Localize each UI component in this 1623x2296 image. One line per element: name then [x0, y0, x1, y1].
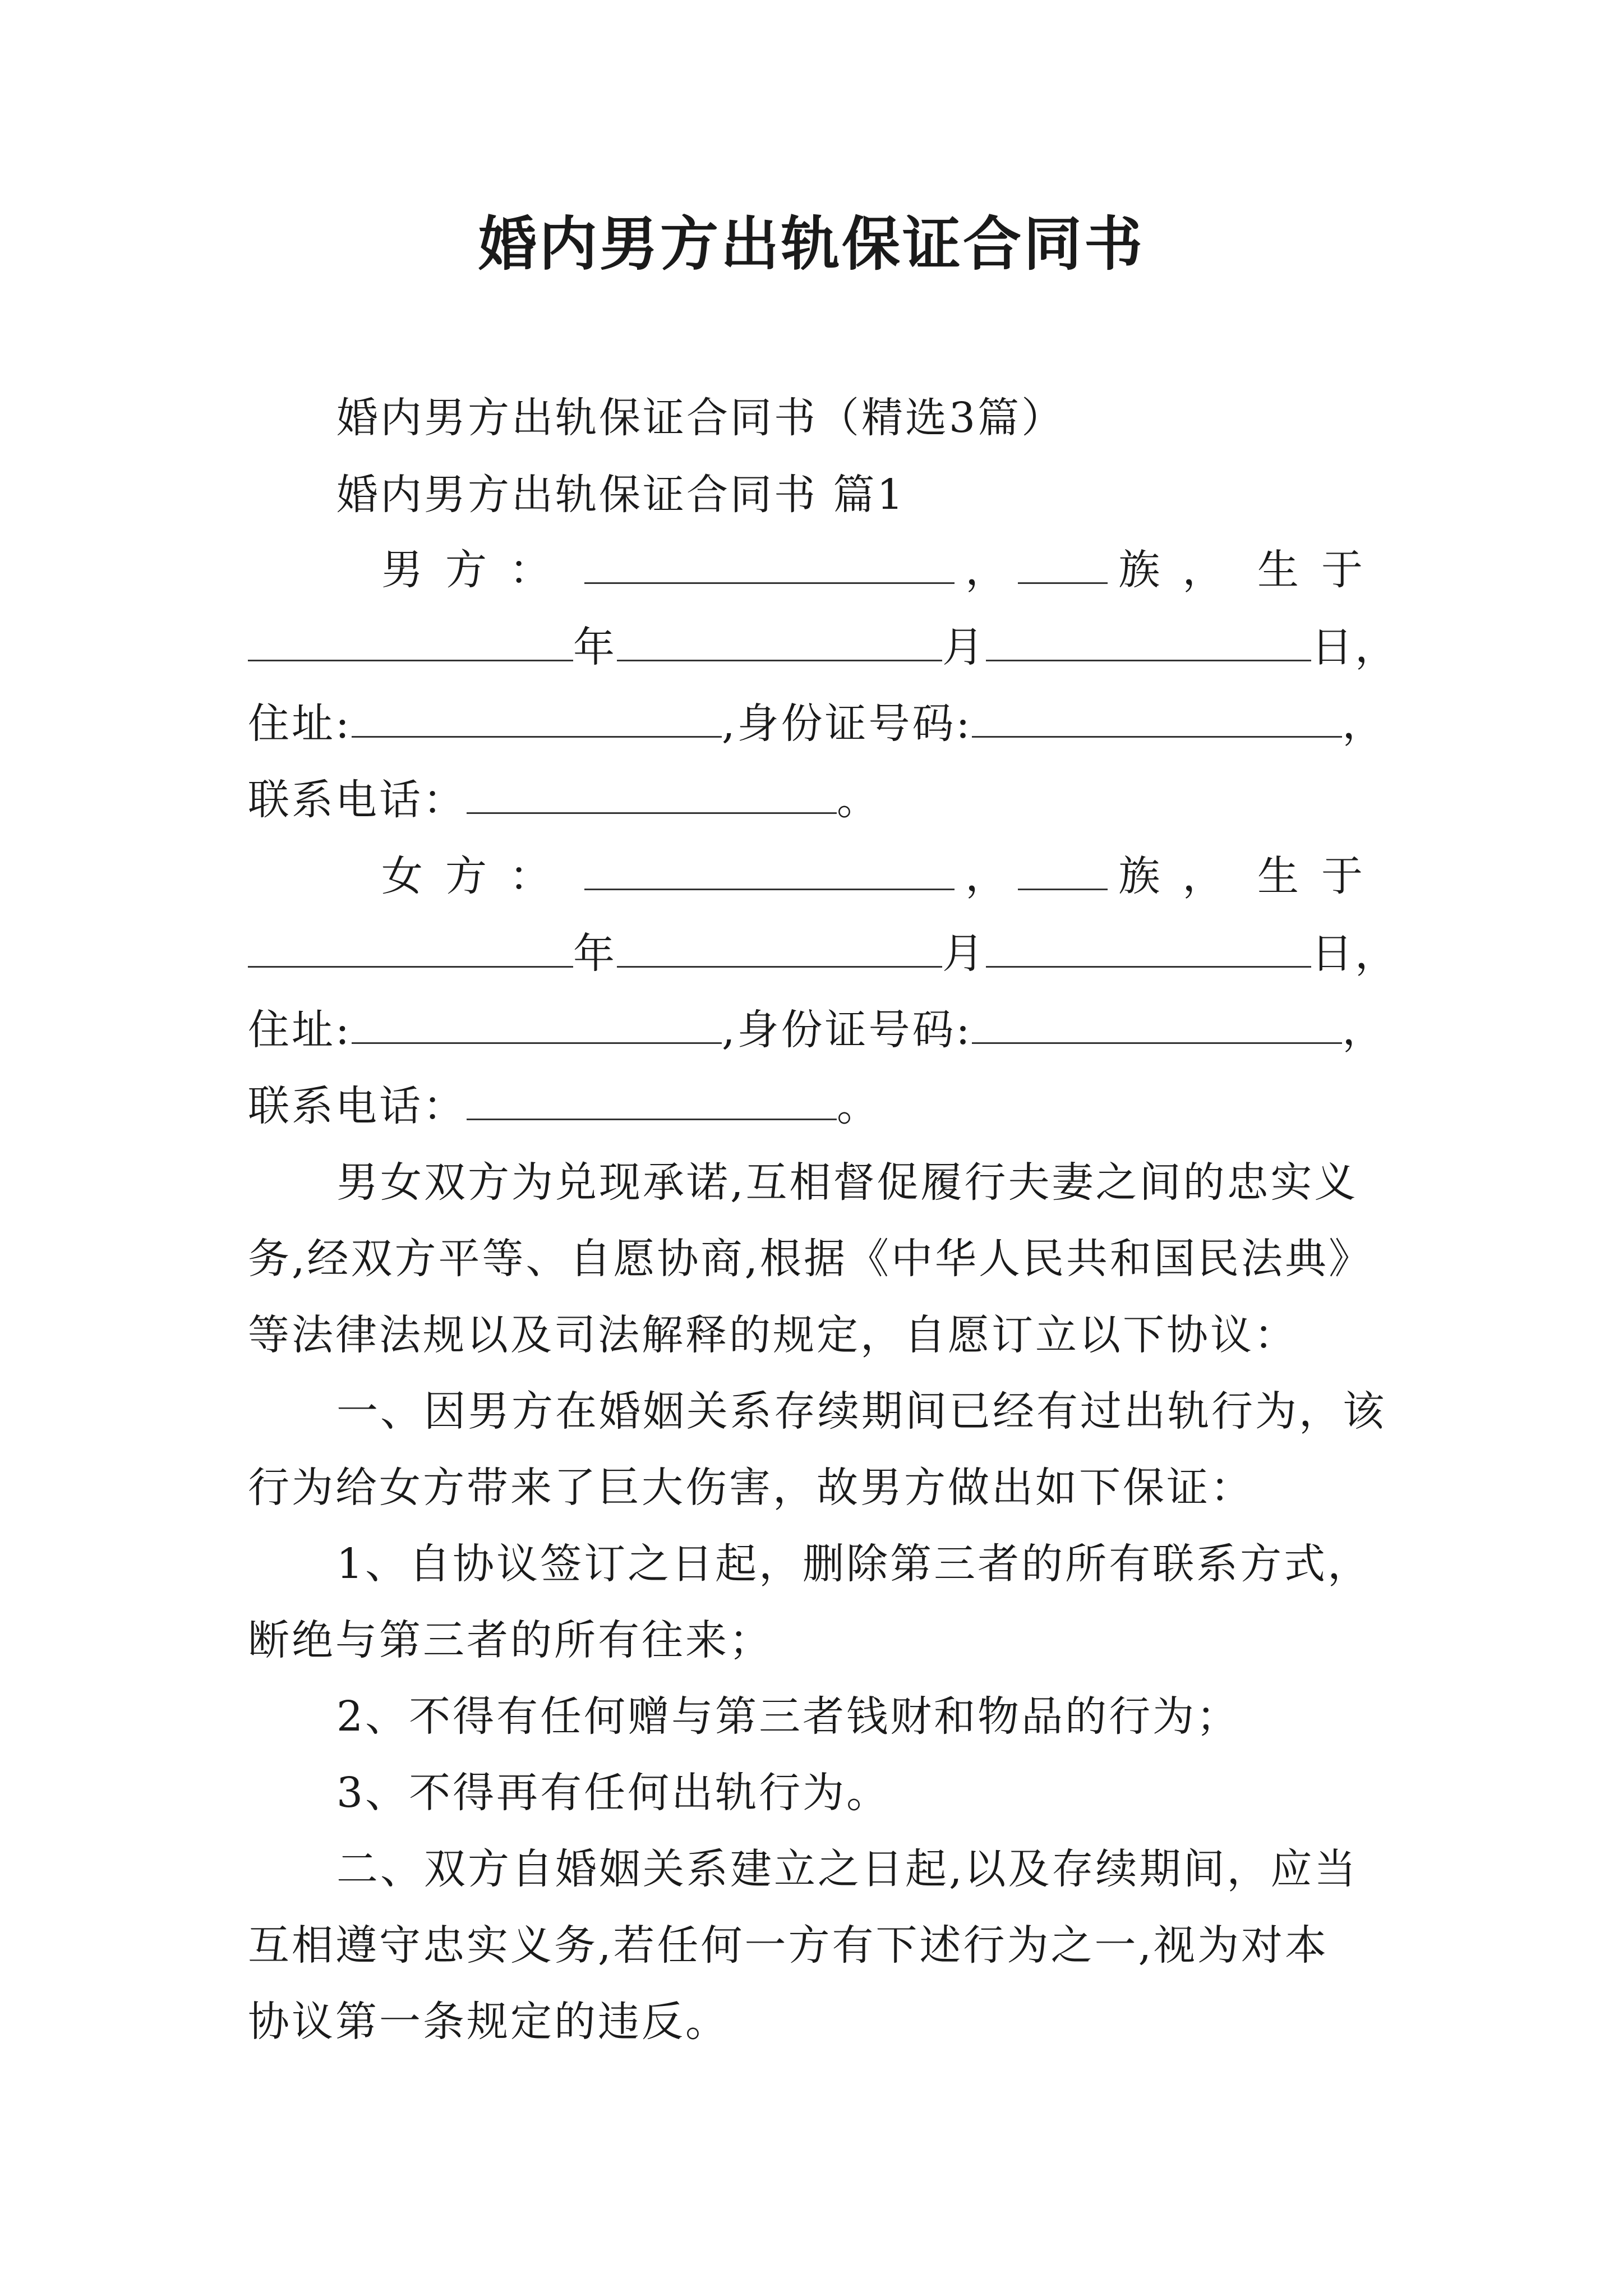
male-year-label: 年	[573, 623, 617, 671]
female-id-blank	[972, 1007, 1342, 1044]
male-month-label: 月	[942, 623, 986, 671]
female-year-label: 年	[573, 930, 617, 978]
male-phone-line	[248, 772, 880, 828]
female-birth-line	[248, 926, 1399, 982]
male-period: 。	[837, 776, 880, 824]
male-address-line	[248, 696, 1386, 752]
female-month-label: 月	[942, 930, 986, 978]
female-month-blank	[617, 931, 942, 968]
female-ethnic-blank	[1018, 854, 1108, 890]
female-phone-label: 联系电话：	[248, 1082, 467, 1130]
female-id-label: ,身份证号码:	[721, 1006, 972, 1054]
male-address-blank	[352, 701, 722, 738]
female-day-label: 日，	[1311, 930, 1399, 978]
intro-line-2: 务,经双方平等、自愿协商,根据《中华人民共和国民法典》	[248, 1235, 1373, 1283]
intro-line-3: 等法律法规以及司法解释的规定，自愿订立以下协议：	[248, 1311, 1298, 1359]
male-birth-line	[248, 619, 1399, 675]
female-day-blank	[986, 931, 1311, 968]
female-period: 。	[837, 1082, 880, 1130]
document-title: 婚内男方出轨保证合同书	[478, 209, 1145, 278]
female-label: 女方：	[381, 852, 573, 900]
item1-line-2: 断绝与第三者的所有往来；	[248, 1616, 773, 1664]
item3-line: 3、不得再有任何出轨行为。	[336, 1769, 891, 1817]
clause2-line-1: 二、双方自婚姻关系建立之日起,以及存续期间，应当	[336, 1845, 1358, 1893]
male-party-line	[381, 542, 1385, 598]
item2-line: 2、不得有任何赠与第三者钱财和物品的行为；	[336, 1692, 1241, 1741]
female-address-line	[248, 1002, 1386, 1058]
clause1-line-1: 一、因男方在婚姻关系存续期间已经有过出轨行为，该	[336, 1387, 1386, 1435]
male-day-blank	[986, 625, 1311, 661]
male-month-blank	[617, 625, 942, 661]
male-born-label: 生于	[1257, 546, 1385, 594]
male-address-label: 住址:	[248, 700, 352, 748]
clause2-line-2: 互相遵守忠实义务,若任何一方有下述行为之一,视为对本	[248, 1921, 1329, 1970]
female-ethnic-label: 族，	[1118, 852, 1247, 900]
female-year-blank	[248, 931, 573, 968]
clause2-line-3: 协议第一条规定的违反。	[248, 1998, 729, 2046]
male-year-blank	[248, 625, 573, 661]
subtitle: 婚内男方出轨保证合同书（精选3篇）	[336, 394, 1066, 442]
female-name-blank	[584, 854, 955, 890]
female-address-label: 住址:	[248, 1006, 352, 1054]
female-comma: ，	[965, 852, 1007, 900]
female-party-line	[381, 848, 1385, 904]
male-comma-end: ，	[1342, 700, 1386, 748]
male-id-label: ,身份证号码:	[721, 700, 972, 748]
male-name-blank	[584, 547, 955, 584]
female-phone-blank	[467, 1084, 837, 1120]
part-heading: 婚内男方出轨保证合同书 篇1	[336, 471, 906, 519]
intro-line-1: 男女双方为兑现承诺,互相督促履行夫妻之间的忠实义	[336, 1158, 1358, 1207]
item1-line-1: 1、自协议签订之日起，删除第三者的所有联系方式，	[336, 1540, 1372, 1588]
female-born-label: 生于	[1257, 852, 1385, 900]
male-comma: ，	[965, 546, 1007, 594]
female-comma-end: ，	[1342, 1006, 1386, 1054]
male-phone-blank	[467, 777, 837, 814]
clause1-line-2: 行为给女方带来了巨大伤害，故男方做出如下保证：	[248, 1464, 1254, 1512]
male-ethnic-label: 族，	[1118, 546, 1247, 594]
male-id-blank	[972, 701, 1342, 738]
male-phone-label: 联系电话：	[248, 776, 467, 824]
female-phone-line	[248, 1078, 880, 1134]
male-day-label: 日，	[1311, 623, 1399, 671]
male-label: 男方：	[381, 546, 573, 594]
female-address-blank	[352, 1007, 722, 1044]
male-ethnic-blank	[1018, 547, 1108, 584]
